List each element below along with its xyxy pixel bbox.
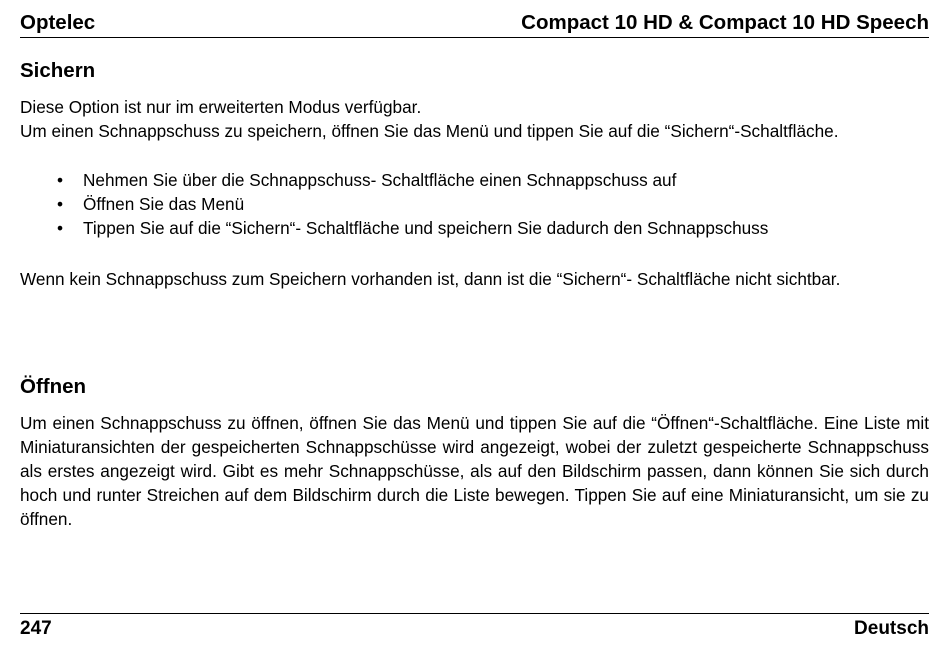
oeffnen-paragraph: Um einen Schnappschuss zu öffnen, öffnen Sie das Menü und tippen Sie auf die “Öffnen“-Schaltfläche. Eine Liste mit Miniaturansichten der gespeicherten Schnappschüsse wird angezeigt, wobei der zuletzt gespeicherte Schnappschuss als erstes angezeigt wird. Gibt es mehr Schnappschüsse, als auf den Bildschirm passen, dann können Sie sich durch hoch und runter Streichen auf dem Bildschirm durch die Liste bewegen. Tippen Sie auf eine Miniaturansicht, um sie zu öffnen.: [20, 413, 929, 529]
header-brand: Optelec: [20, 11, 96, 34]
sichern-availability-note: Diese Option ist nur im erweiterten Modus verfügbar.: [20, 97, 422, 117]
header-product-title: Compact 10 HD & Compact 10 HD Speech: [521, 11, 929, 34]
sichern-steps-list: [20, 168, 768, 240]
sichern-visibility-note: Wenn kein Schnappschuss zum Speichern vorhanden ist, dann ist die “Sichern“- Schaltfläche nicht sichtbar.: [20, 269, 841, 289]
sichern-intro-paragraph: Um einen Schnappschuss zu speichern, öffnen Sie das Menü und tippen Sie auf die “Sichern“-Schaltfläche.: [20, 121, 839, 141]
list-item: • Nehmen Sie über die Schnappschuss- Schaltfläche einen Schnappschuss auf: [20, 168, 768, 192]
section-title-oeffnen: Öffnen: [20, 375, 87, 398]
page-number: 247: [20, 618, 52, 639]
page-header: [20, 8, 929, 38]
list-item: • Öffnen Sie das Menü: [20, 192, 768, 216]
list-item: • Tippen Sie auf die “Sichern“- Schaltfläche und speichern Sie dadurch den Schnappschuss: [20, 216, 768, 240]
section-title-sichern: Sichern: [20, 59, 96, 82]
footer-language: Deutsch: [854, 618, 929, 639]
page-footer: [20, 613, 929, 643]
